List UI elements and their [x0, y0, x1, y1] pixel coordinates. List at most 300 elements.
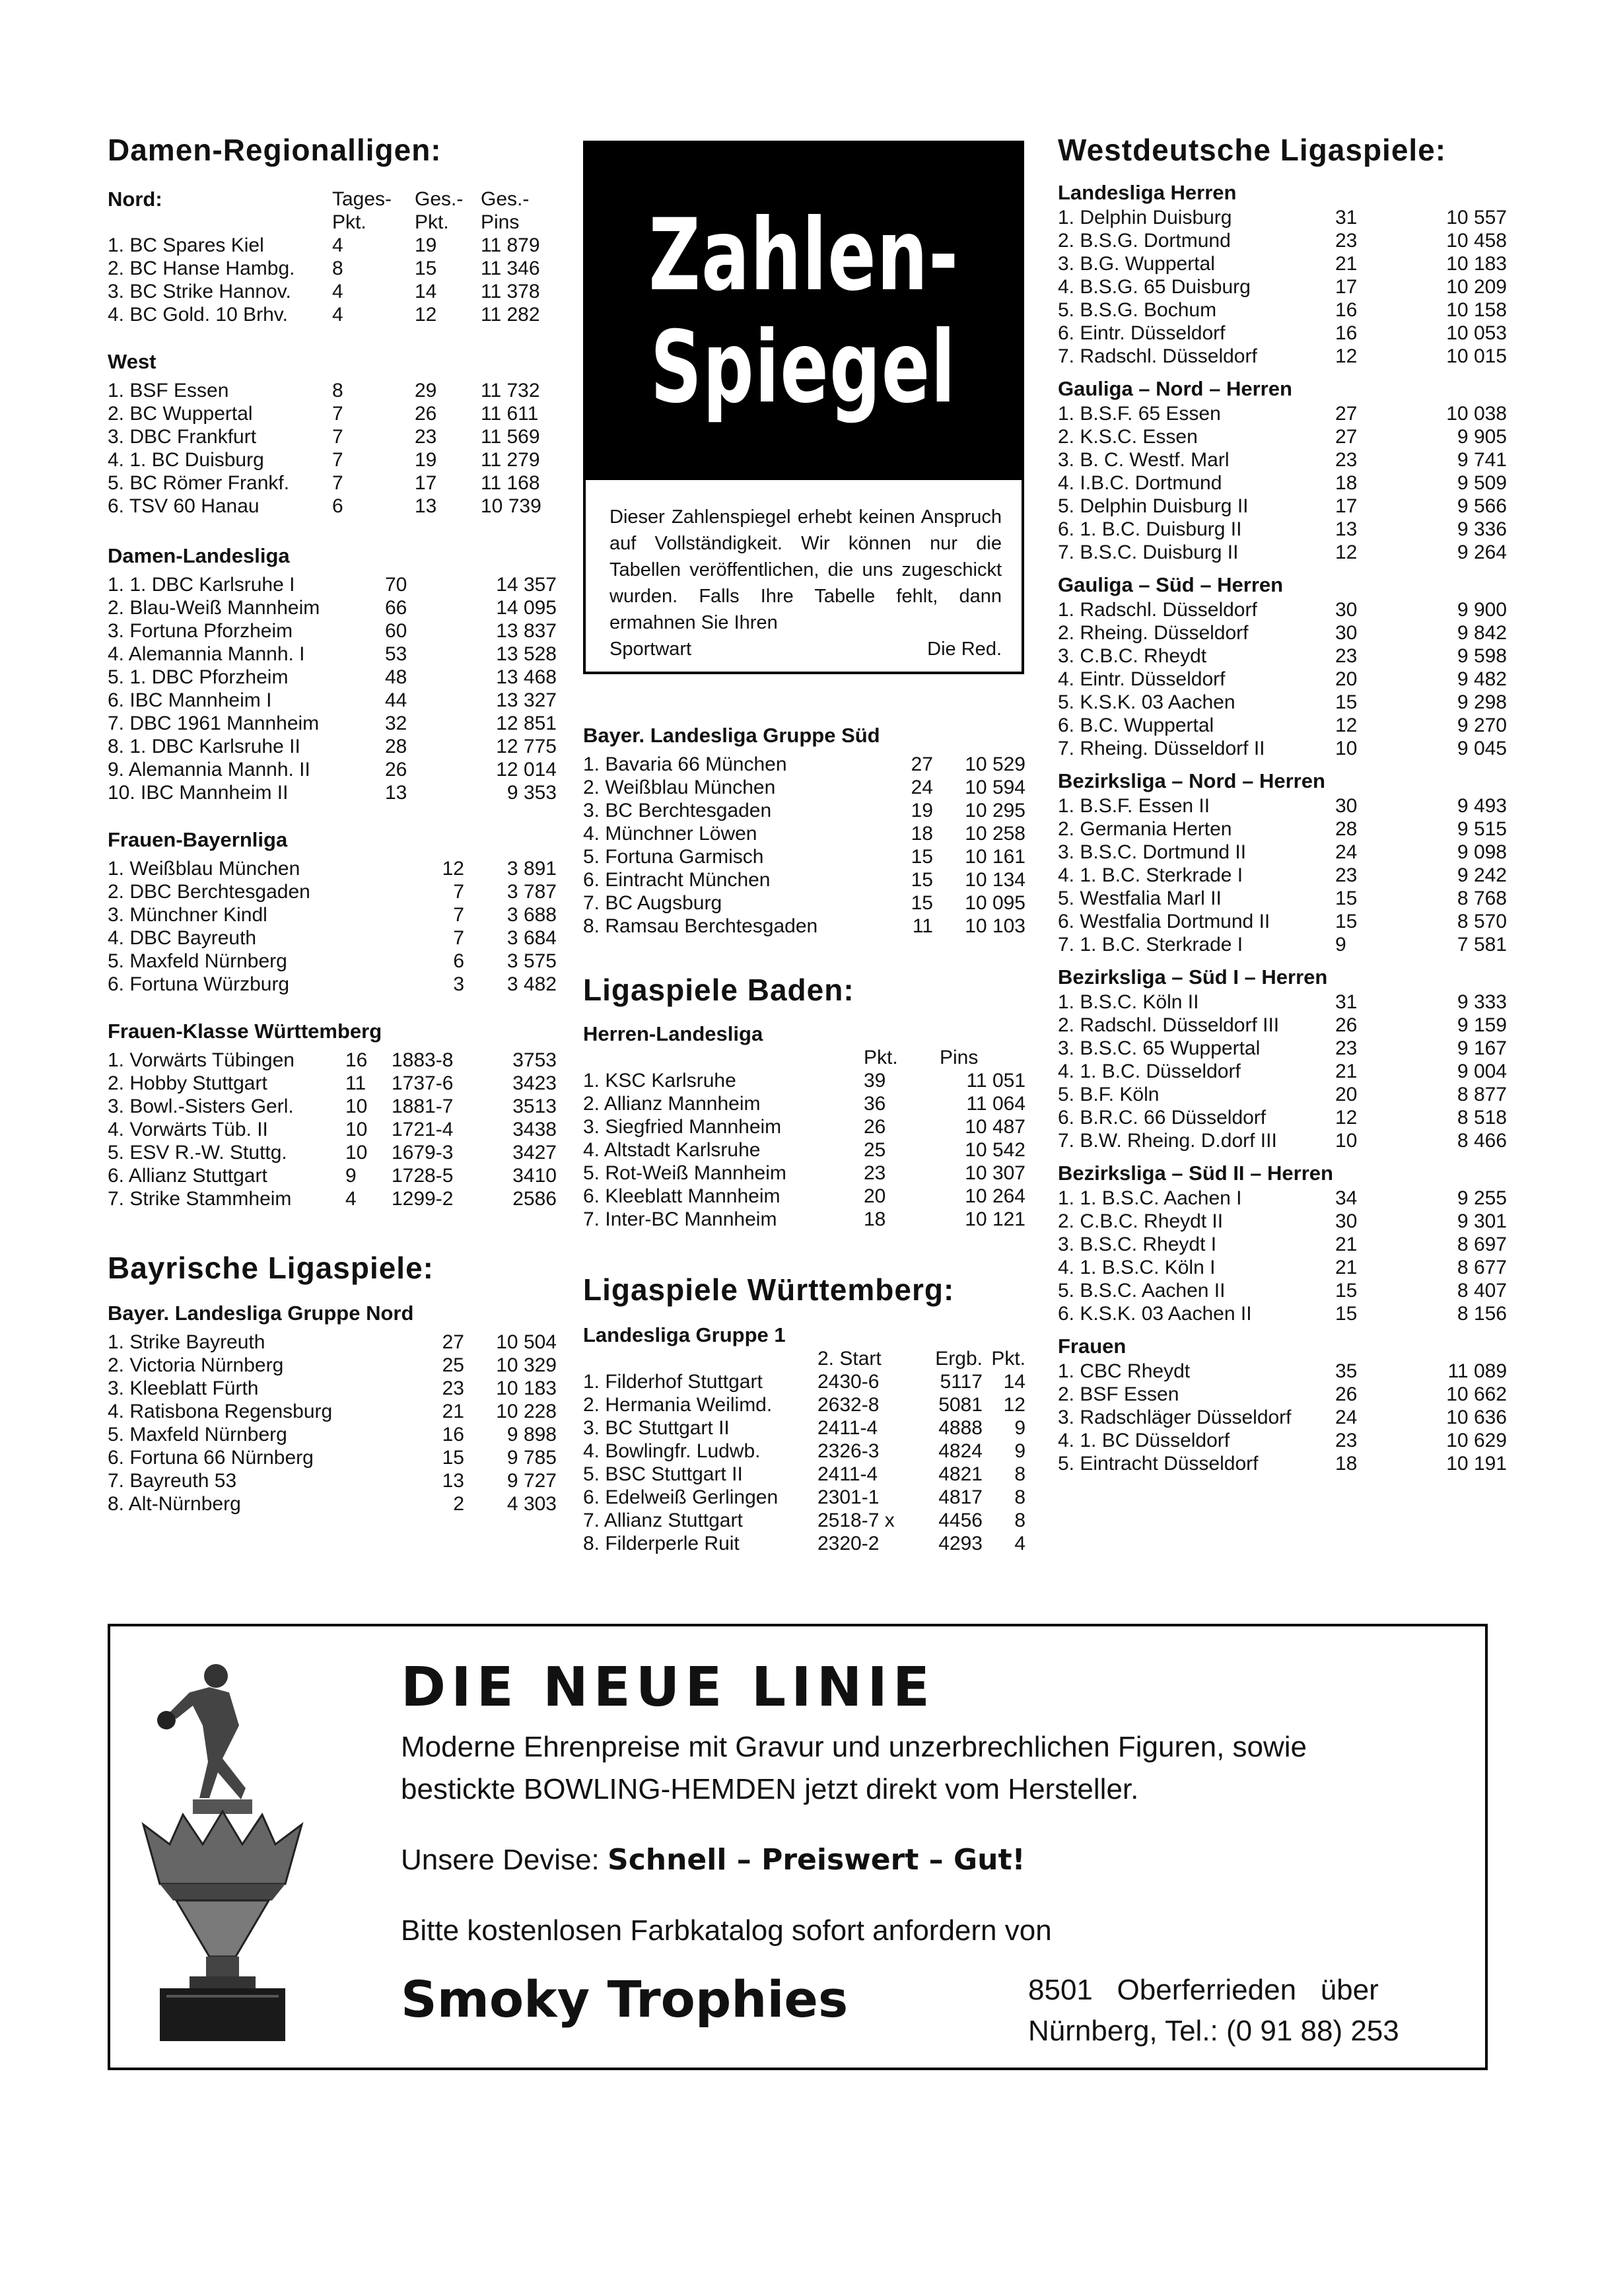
table-value: 11 611	[481, 403, 539, 425]
table-row	[583, 753, 1025, 776]
team-name: 6. K.S.K. 03 Aachen II	[1058, 1303, 1252, 1325]
west-rows	[108, 379, 557, 518]
note-text: Dieser Zahlenspiegel erhebt keinen Anspruch auf Vollständigkeit. Wir können nur die Tabellen veröffentlichen, die uns zugeschickt wurden. Falls Ihre Tabelle fehlt, dann ermahnen Sie Ihren	[609, 506, 1002, 633]
table-value: 3 891	[506, 858, 557, 880]
table-value: 7	[332, 403, 343, 425]
table-value: 9 727	[506, 1470, 557, 1492]
table-value: 11 346	[481, 258, 540, 279]
team-name: 6. Eintracht München	[583, 869, 771, 891]
table-value: 30	[1335, 622, 1358, 644]
table-row	[108, 1469, 557, 1492]
table-row	[1058, 668, 1507, 691]
table-value: 26	[864, 1116, 886, 1138]
table-row	[583, 1486, 1025, 1509]
bayer-sued-table	[583, 753, 1025, 938]
table-row	[1058, 621, 1507, 644]
table-row	[583, 1162, 1025, 1185]
right-column	[1058, 132, 1507, 1475]
west-table	[108, 379, 557, 518]
table-row	[583, 1208, 1025, 1231]
table-row	[108, 280, 557, 303]
table-value: 8 677	[1457, 1257, 1507, 1278]
table-value: 28	[385, 736, 407, 757]
table-value: 10	[1335, 1130, 1358, 1152]
table-value: 9 741	[1457, 449, 1507, 471]
col-header: Pkt.	[991, 1348, 1025, 1370]
team-name: 6. Eintr. Düsseldorf	[1058, 322, 1226, 344]
table-value: 20	[864, 1185, 886, 1207]
table-value: 28	[1335, 818, 1358, 840]
table-value: 15	[1335, 911, 1358, 932]
table-value: 7 581	[1457, 934, 1507, 956]
team-name: 8. Alt-Nürnberg	[108, 1493, 241, 1515]
ad-address-line2: Nürnberg, Tel.: (0 91 88) 253	[1028, 2015, 1399, 2047]
team-name: 2. Hobby Stuttgart	[108, 1072, 267, 1094]
team-name: 2. Victoria Nürnberg	[108, 1354, 284, 1376]
table-value: 10 629	[1446, 1430, 1507, 1451]
frauen-bayern-title: Frauen-Bayernliga	[108, 828, 288, 851]
table-row	[583, 1393, 1025, 1416]
wuerttemberg-heading: Ligaspiele Württemberg:	[583, 1272, 955, 1307]
table-value: 3 575	[506, 950, 557, 972]
table-value: 13 327	[496, 689, 557, 711]
table-value: 15	[911, 869, 933, 891]
team-name: 4. 1. B.C. Sterkrade I	[1058, 864, 1243, 886]
table-value: 18	[864, 1208, 886, 1230]
table-value: 26	[415, 403, 437, 425]
zahlenspiegel-title	[586, 143, 1022, 480]
table-value: 9 353	[506, 782, 557, 804]
table-value: 14 357	[496, 574, 557, 596]
nord-header-row2	[108, 211, 557, 234]
table-value: 7	[453, 927, 464, 949]
table-value: 9 900	[1457, 599, 1507, 621]
team-name: 5. ESV R.-W. Stuttg.	[108, 1142, 287, 1164]
table-value: 26	[1335, 1014, 1358, 1036]
table-row	[583, 868, 1025, 891]
westdeutsche-section-title: Bezirksliga – Süd II – Herren	[1058, 1162, 1333, 1185]
table-row	[1058, 1302, 1507, 1325]
table-value: 23	[1335, 1430, 1358, 1451]
bayer-nord-table	[108, 1331, 557, 1515]
zahlenspiegel-note	[586, 480, 1022, 662]
table-value: 30	[1335, 795, 1358, 817]
table-row	[108, 234, 557, 257]
table-value: 31	[1335, 991, 1358, 1013]
table-value: 4 303	[506, 1493, 557, 1515]
zahlenspiegel-title-line1: Zahlen-	[648, 198, 959, 313]
westdeutsche-section-title: Landesliga Herren	[1058, 181, 1237, 204]
team-name: 7. B.S.C. Duisburg II	[1058, 541, 1239, 563]
table-row	[1058, 644, 1507, 668]
table-value: 26	[385, 759, 407, 781]
table-row	[1058, 714, 1507, 737]
table-value: 1721-4	[392, 1119, 454, 1140]
table-row	[583, 891, 1025, 915]
table-row	[108, 857, 557, 880]
westdeutsche-table	[1058, 206, 1507, 368]
table-row	[1058, 1187, 1507, 1210]
table-value: 10 103	[965, 915, 1025, 937]
team-name: 7. Allianz Stuttgart	[583, 1510, 743, 1531]
team-name: 2. BSF Essen	[1058, 1383, 1179, 1405]
table-value: 10 307	[965, 1162, 1025, 1184]
table-value: 4293	[938, 1533, 983, 1554]
table-row	[1058, 1106, 1507, 1129]
damen-regional-heading: Damen-Regionalligen:	[108, 133, 442, 167]
team-name: 5. BSC Stuttgart II	[583, 1463, 743, 1485]
table-row	[108, 448, 557, 471]
table-value: 10 228	[496, 1401, 557, 1422]
team-name: 2. Radschl. Düsseldorf III	[1058, 1014, 1280, 1036]
table-value: 9 598	[1457, 645, 1507, 667]
table-row	[108, 973, 557, 996]
team-name: 3. Kleeblatt Fürth	[108, 1377, 259, 1399]
table-row	[583, 1069, 1025, 1092]
table-value: 30	[1335, 599, 1358, 621]
team-name: 4. Münchner Löwen	[583, 823, 757, 845]
table-value: 10 121	[965, 1208, 1025, 1230]
table-value: 12	[442, 858, 464, 880]
ad-address	[1028, 1970, 1399, 2052]
table-value: 9 898	[506, 1424, 557, 1445]
table-row	[1058, 841, 1507, 864]
table-value: 8	[1014, 1486, 1025, 1508]
table-value: 9 566	[1457, 495, 1507, 517]
team-name: 3. B.S.C. 65 Wuppertal	[1058, 1037, 1261, 1059]
table-value: 2326-3	[817, 1440, 880, 1462]
table-value: 10 329	[496, 1354, 557, 1376]
table-row	[583, 1370, 1025, 1393]
table-row	[108, 257, 557, 280]
table-row	[108, 1354, 557, 1377]
table-value: 70	[385, 574, 407, 596]
table-value: 23	[415, 426, 437, 448]
table-value: 4456	[938, 1510, 983, 1531]
table-value: 1728-5	[392, 1165, 454, 1187]
table-value: 10 209	[1446, 276, 1507, 298]
team-name: 5. B.F. Köln	[1058, 1084, 1160, 1105]
team-name: 6. Kleeblatt Mannheim	[583, 1185, 781, 1207]
table-value: 10 183	[1446, 253, 1507, 275]
table-value: 20	[1335, 668, 1358, 690]
team-name: 1. KSC Karlsruhe	[583, 1070, 736, 1092]
team-name: 5. Delphin Duisburg II	[1058, 495, 1249, 517]
team-name: 5. Maxfeld Nürnberg	[108, 1424, 287, 1445]
table-value: 27	[442, 1331, 464, 1353]
table-value: 4	[332, 234, 343, 256]
table-row	[108, 425, 557, 448]
table-value: 7	[453, 881, 464, 903]
table-row	[583, 1092, 1025, 1115]
table-row	[108, 903, 557, 926]
team-name: 5. B.S.C. Aachen II	[1058, 1280, 1226, 1302]
table-row	[1058, 991, 1507, 1014]
team-name: 2. BC Hanse Hambg.	[108, 258, 295, 279]
frauen-bayern-rows	[108, 857, 557, 996]
table-value: 8	[1014, 1463, 1025, 1485]
baden-title: Herren-Landesliga	[583, 1022, 763, 1045]
team-name: 6. Westfalia Dortmund II	[1058, 911, 1270, 932]
team-name: 1. Strike Bayreuth	[108, 1331, 265, 1353]
table-value: 18	[1335, 472, 1358, 494]
table-value: 8	[332, 258, 343, 279]
team-name: 7. Bayreuth 53	[108, 1470, 237, 1492]
table-value: 9 842	[1457, 622, 1507, 644]
frauen-wuertt-rows	[108, 1049, 557, 1210]
team-name: 1. CBC Rheydt	[1058, 1360, 1191, 1382]
team-name: 4. Eintr. Düsseldorf	[1058, 668, 1226, 690]
table-value: 10 258	[965, 823, 1025, 845]
table-row	[1058, 541, 1507, 564]
table-value: 8 156	[1457, 1303, 1507, 1325]
table-value: 19	[415, 234, 437, 256]
table-value: 14	[1003, 1371, 1025, 1393]
table-value: 9 004	[1457, 1061, 1507, 1082]
table-row	[583, 845, 1025, 868]
table-row	[108, 596, 557, 619]
table-row	[108, 666, 557, 689]
table-value: 23	[1335, 230, 1358, 252]
table-value: 10 529	[965, 753, 1025, 775]
westdeutsche-table	[1058, 1187, 1507, 1325]
westdeutsche-section-title: Bezirksliga – Süd I – Herren	[1058, 965, 1328, 989]
team-name: 3. BC Stuttgart II	[583, 1417, 730, 1439]
table-value: 13	[442, 1470, 464, 1492]
team-name: 10. IBC Mannheim II	[108, 782, 289, 804]
table-value: 60	[385, 620, 407, 642]
team-name: 6. B.R.C. 66 Düsseldorf	[1058, 1107, 1267, 1129]
table-value: 44	[385, 689, 407, 711]
team-name: 4. Altstadt Karlsruhe	[583, 1139, 761, 1161]
westdeutsche-section-title: Frauen	[1058, 1335, 1127, 1358]
table-row	[108, 1331, 557, 1354]
table-value: 16	[1335, 299, 1358, 321]
ad-line2: bestickte BOWLING-HEMDEN jetzt direkt vom Hersteller.	[401, 1773, 1139, 1805]
table-row	[1058, 1037, 1507, 1060]
team-name: 4. Ratisbona Regensburg	[108, 1401, 333, 1422]
team-name: 3. BC Strike Hannov.	[108, 281, 291, 302]
table-value: 23	[1335, 1037, 1358, 1059]
table-value: 4	[332, 304, 343, 326]
table-value: 11 089	[1447, 1360, 1507, 1382]
table-value: 21	[1335, 1234, 1358, 1255]
table-value: 23	[1335, 645, 1358, 667]
note-signature: Die Red.	[927, 639, 1002, 660]
table-value: 8 518	[1457, 1107, 1507, 1129]
table-value: 3 688	[506, 904, 557, 926]
team-name: 4. BC Gold. 10 Brhv.	[108, 304, 288, 326]
team-name: 1. Radschl. Düsseldorf	[1058, 599, 1257, 621]
table-value: 27	[1335, 426, 1358, 448]
table-value: 35	[1335, 1360, 1358, 1382]
bayer-sued-title: Bayer. Landesliga Gruppe Süd	[583, 724, 880, 747]
team-name: 5. B.S.G. Bochum	[1058, 299, 1217, 321]
table-value: 21	[442, 1401, 464, 1422]
table-value: 4888	[938, 1417, 983, 1439]
table-value: 9	[1014, 1440, 1025, 1462]
table-row	[583, 1463, 1025, 1486]
table-value: 11 051	[966, 1070, 1025, 1092]
table-value: 4	[332, 281, 343, 302]
table-value: 9 509	[1457, 472, 1507, 494]
table-value: 23	[1335, 864, 1358, 886]
team-name: 8. Filderperle Ruit	[583, 1533, 740, 1554]
nord-header-row	[108, 188, 557, 211]
wuerttemberg-table	[583, 1347, 1025, 1555]
table-row	[1058, 910, 1507, 933]
table-row	[108, 735, 557, 758]
table-value: 8 697	[1457, 1234, 1507, 1255]
table-value: 10 557	[1446, 207, 1507, 228]
table-value: 13 468	[496, 666, 557, 688]
team-name: 5. BC Römer Frankf.	[108, 472, 290, 494]
table-value: 18	[911, 823, 933, 845]
frauen-wuertt-title: Frauen-Klasse Württemberg	[108, 1020, 382, 1043]
table-value: 12	[1335, 1107, 1358, 1129]
table-value: 10 015	[1446, 345, 1507, 367]
table-row	[1058, 1233, 1507, 1256]
table-value: 11	[912, 915, 933, 937]
table-value: 4821	[938, 1463, 983, 1485]
table-value: 23	[442, 1377, 464, 1399]
table-value: 1881-7	[392, 1096, 454, 1117]
nord-rows	[108, 234, 557, 326]
team-name: 6. Allianz Stuttgart	[108, 1165, 267, 1187]
table-value: 11 879	[481, 234, 540, 256]
table-row	[108, 926, 557, 950]
team-name: 4. 1. BC Duisburg	[108, 449, 264, 471]
table-value: 10 095	[965, 892, 1025, 914]
table-value: 10 161	[965, 846, 1025, 868]
team-name: 4. DBC Bayreuth	[108, 927, 257, 949]
table-value: 66	[385, 597, 407, 619]
team-name: 1. Filderhof Stuttgart	[583, 1371, 763, 1393]
table-value: 5117	[940, 1371, 983, 1393]
table-value: 9	[1014, 1417, 1025, 1439]
baden-rows	[583, 1069, 1025, 1231]
team-name: 2. B.S.G. Dortmund	[1058, 230, 1231, 252]
col-header: Tages-	[332, 188, 392, 210]
table-row	[108, 1072, 557, 1095]
table-value: 3410	[512, 1165, 557, 1187]
table-row	[108, 1423, 557, 1446]
table-value: 9 298	[1457, 691, 1507, 713]
team-name: 6. Fortuna Würzburg	[108, 973, 290, 995]
table-value: 15	[1335, 1280, 1358, 1302]
ad-devise-prefix: Unsere Devise:	[401, 1844, 600, 1876]
table-value: 9 301	[1457, 1210, 1507, 1232]
team-name: 5. Eintracht Düsseldorf	[1058, 1453, 1259, 1475]
col-header: Pkt.	[332, 211, 366, 233]
table-value: 2430-6	[817, 1371, 880, 1393]
wuerttemberg-header-row	[583, 1347, 1025, 1370]
table-row	[583, 1416, 1025, 1440]
table-row	[108, 758, 557, 781]
table-value: 9 167	[1457, 1037, 1507, 1059]
table-value: 21	[1335, 1257, 1358, 1278]
table-value: 10	[345, 1096, 368, 1117]
table-value: 13 528	[496, 643, 557, 665]
team-name: 4. B.S.G. 65 Duisburg	[1058, 276, 1251, 298]
team-name: 4. Vorwärts Tüb. II	[108, 1119, 268, 1140]
table-value: 30	[1335, 1210, 1358, 1232]
table-value: 7	[332, 449, 343, 471]
team-name: 1. Bavaria 66 München	[583, 753, 787, 775]
table-value: 32	[385, 713, 407, 734]
table-value: 2	[453, 1493, 464, 1515]
westdeutsche-section-title: Gauliga – Süd – Herren	[1058, 573, 1284, 596]
table-value: 9 045	[1457, 738, 1507, 759]
table-row	[583, 1115, 1025, 1138]
team-name: 5. 1. DBC Pforzheim	[108, 666, 289, 688]
table-row	[108, 1049, 557, 1072]
team-name: 2. Allianz Mannheim	[583, 1093, 761, 1115]
team-name: 5. Fortuna Garmisch	[583, 846, 764, 868]
table-value: 9 482	[1457, 668, 1507, 690]
ad-line4: Bitte kostenlosen Farbkatalog sofort anfordern von	[401, 1914, 1052, 1947]
ad-address-line1: 8501 Oberferrieden über	[1028, 1974, 1379, 2006]
table-value: 3427	[512, 1142, 557, 1164]
team-name: 3. C.B.C. Rheydt	[1058, 645, 1207, 667]
table-value: 10	[345, 1142, 368, 1164]
table-row	[583, 822, 1025, 845]
col-header: Pins	[940, 1047, 979, 1068]
table-value: 10 594	[965, 777, 1025, 798]
team-name: 3. DBC Frankfurt	[108, 426, 257, 448]
frauen-bayern-table	[108, 857, 557, 996]
table-value: 19	[911, 800, 933, 821]
table-row	[108, 950, 557, 973]
team-name: 3. BC Berchtesgaden	[583, 800, 772, 821]
table-value: 2301-1	[817, 1486, 880, 1508]
table-value: 12	[1335, 714, 1358, 736]
nord-title: Nord:	[108, 188, 162, 211]
team-name: 5. Maxfeld Nürnberg	[108, 950, 287, 972]
table-value: 12 775	[496, 736, 557, 757]
table-value: 27	[911, 753, 933, 775]
table-value: 9 270	[1457, 714, 1507, 736]
team-name: 6. 1. B.C. Duisburg II	[1058, 518, 1242, 540]
bayrische-heading: Bayrische Ligaspiele:	[108, 1251, 434, 1285]
table-value: 10 662	[1446, 1383, 1507, 1405]
table-value: 15	[1335, 691, 1358, 713]
table-row	[1058, 345, 1507, 368]
table-value: 34	[1335, 1187, 1358, 1209]
note-last: Sportwart	[609, 639, 692, 660]
team-name: 1. Vorwärts Tübingen	[108, 1049, 295, 1071]
table-row	[1058, 1083, 1507, 1106]
team-name: 3. B.S.C. Rheydt I	[1058, 1234, 1217, 1255]
table-value: 15	[911, 892, 933, 914]
table-row	[108, 1095, 557, 1118]
table-value: 23	[864, 1162, 886, 1184]
table-row	[1058, 425, 1507, 448]
table-value: 10 053	[1446, 322, 1507, 344]
table-value: 3438	[512, 1119, 557, 1140]
table-row	[1058, 252, 1507, 275]
table-value: 9 905	[1457, 426, 1507, 448]
table-value: 11 378	[481, 281, 540, 302]
table-value: 10 739	[481, 495, 541, 517]
table-value: 16	[442, 1424, 464, 1445]
table-value: 10 038	[1446, 403, 1507, 425]
table-value: 10 295	[965, 800, 1025, 821]
table-value: 12	[1003, 1394, 1025, 1416]
baden-header-row	[583, 1046, 1025, 1069]
table-value: 10	[1335, 738, 1358, 759]
table-row	[108, 1377, 557, 1400]
